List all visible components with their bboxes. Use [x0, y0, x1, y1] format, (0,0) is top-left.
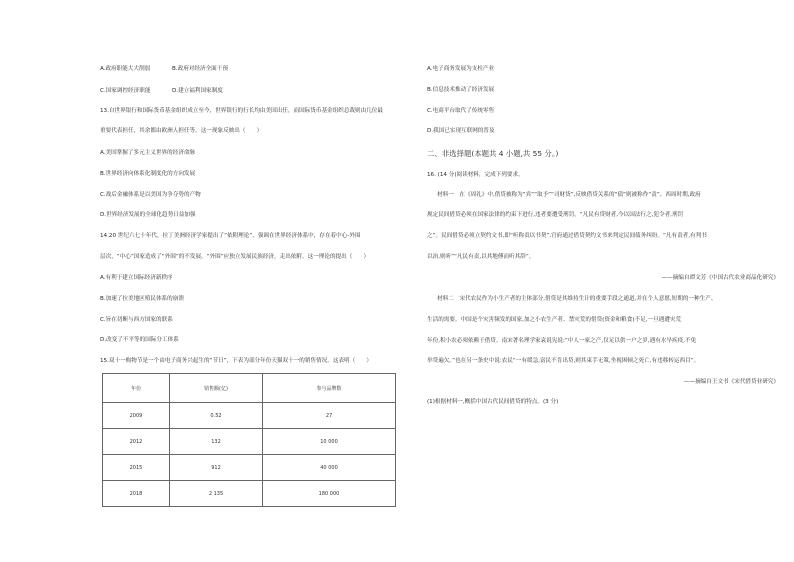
table-row — [103, 455, 396, 481]
material1-source: ——摘编自谭文芳《中国古代农业商品化研究》 — [661, 275, 779, 281]
q15-option-a: A.电子商务发展为支柱产业 — [427, 66, 495, 72]
table-cell: 27 — [263, 403, 396, 429]
q15-option-b: B.信息技术推动了经济发展 — [427, 87, 495, 93]
material2-line1: 材料二 宋代农民作为小生产者的主体部分,借贷是其维持生计的重要手段之通道,并在个人意愿,短期的一种生产、 — [437, 296, 717, 302]
q13-option-a: A.美国掌握了多元主义世界的经济命脉 — [100, 150, 196, 156]
sales-table — [102, 373, 396, 507]
table-header-brands: 参与品牌数 — [263, 374, 396, 403]
table-row — [103, 481, 396, 507]
q15-stem: 15.双十一购物节是一个由电子商务兴起生的“节日”，下表为部分年份天猫双十一的销售情况。这表明（ ） — [100, 358, 373, 364]
table-header-sales: 销售额(亿) — [170, 374, 263, 403]
material2-source: ——摘编自王文书《宋代借贷业研究》 — [683, 379, 779, 385]
table-row — [103, 403, 396, 429]
section-title: 二、非选择题(本题共 4 小题,共 55 分。) — [427, 149, 559, 158]
table-header-row — [103, 374, 396, 403]
table-cell: 132 — [170, 429, 263, 455]
q16-subquestion-1: (1)根据材料一,概括中国古代民间借贷的特点。(3 分) — [427, 399, 559, 405]
table-cell: 912 — [170, 455, 263, 481]
q12-option-d: D.建立福利国家制度 — [172, 88, 223, 94]
q14-stem-line1: 14.20 世纪六七十年代，拉丁美洲经济学家提出了“依附理论”，强调在世界经济体系中，存在着中心-外围 — [100, 233, 361, 239]
q13-option-b: B.世界经济向体系化制度化的方向发展 — [100, 171, 196, 177]
table-cell: 2012 — [103, 429, 170, 455]
table-cell: 10 000 — [263, 429, 396, 455]
q14-stem-line2: 层次，“中心”国家造成了“外围”的不发展。“外围”应独立发展民族经济，走出依附。这一理论的提出（ ） — [100, 254, 370, 260]
q13-stem-line1: 13.自世界银行和国际货币基金组织成立至今，世界银行的行长均由美国出任，而国际货币基金组织总裁则由几位最 — [100, 108, 383, 114]
q14-option-d: D.改变了不平等的国际分工体系 — [100, 337, 179, 343]
q13-option-d: D.世界经济发展的全球化趋势日益加强 — [100, 212, 196, 218]
table-cell: 2018 — [103, 481, 170, 507]
q12-option-b: B.政府对经济全面干预 — [172, 66, 228, 72]
q14-option-b: B.加速了拉美地区殖民体系的崩溃 — [100, 296, 184, 302]
q13-option-c: C.战后金融体系是以美国为争夺势的产物 — [100, 192, 201, 198]
table-row — [103, 429, 396, 455]
q13-stem-line2: 重要代表担任，其余都由欧洲人担任等。这一现象反映出（ ） — [100, 128, 263, 134]
q12-option-c: C.国家调控经济职能 — [100, 88, 151, 94]
q14-option-a: A.有利于建立国际经济新秩序 — [100, 275, 173, 281]
q15-option-c: C.电商平台取代了传统零售 — [427, 108, 495, 114]
table-cell: 0.52 — [170, 403, 263, 429]
table-cell: 40 000 — [263, 455, 396, 481]
material2-line3: 年份,积小农必须依赖于借贷。南宋著名理学家袁说宪说:“中人一家之产,仅足以供一户之岁,遇有水旱疾疫,不免 — [427, 338, 697, 344]
table-cell: 2009 — [103, 403, 170, 429]
table-cell: 2 135 — [170, 481, 263, 507]
q12-option-a: A.政府职能大大削弱 — [100, 66, 151, 72]
material1-line1: 材料一 在《周礼》中,借贷被称为“宾”“取予”“司财货”,反映借贷关系的“债”则被称作“责”。西周时期,政府 — [437, 192, 701, 198]
material2-line2: 生活的需要。中国是个灾害频发的国家,加之小农生产者、禁灾荒的借贷(资金和粮食)不足,一旦遇遭灾荒 — [427, 317, 682, 323]
table-header-year: 年份 — [103, 374, 170, 403]
material1-line4: 以治,则听”“凡民有责,以其地傅而听其辞”。 — [427, 254, 535, 260]
q15-option-d: D.我国已实现互联网的普及 — [427, 128, 495, 134]
material1-line2: 规定民间借贷必须在国家法律的约束下进行,违者要遭受刑罚。“凡民有贷财者,今以国法行之,犯令者,刑罚 — [427, 212, 684, 218]
table-cell: 180 000 — [263, 481, 396, 507]
material1-line3: 之”。民间借贷必须立契约文书,即“听称责以书契”,官府通过借贷契约文书来判定民间债务纠纷。“凡有责者,有判书 — [427, 233, 707, 239]
table-cell: 2015 — [103, 455, 170, 481]
material2-line4: 举贷遍欠。”也在另一条史中说:农民“一有缓急,富民不肯出贷,则其束手无策,坐视困顿之死亡,有违移转运西目”。 — [427, 358, 700, 364]
q16-title: 16. (14 分)阅读材料，完成下列要求。 — [427, 172, 524, 178]
q14-option-c: C.旨在切断与西方国家的联系 — [100, 317, 173, 323]
